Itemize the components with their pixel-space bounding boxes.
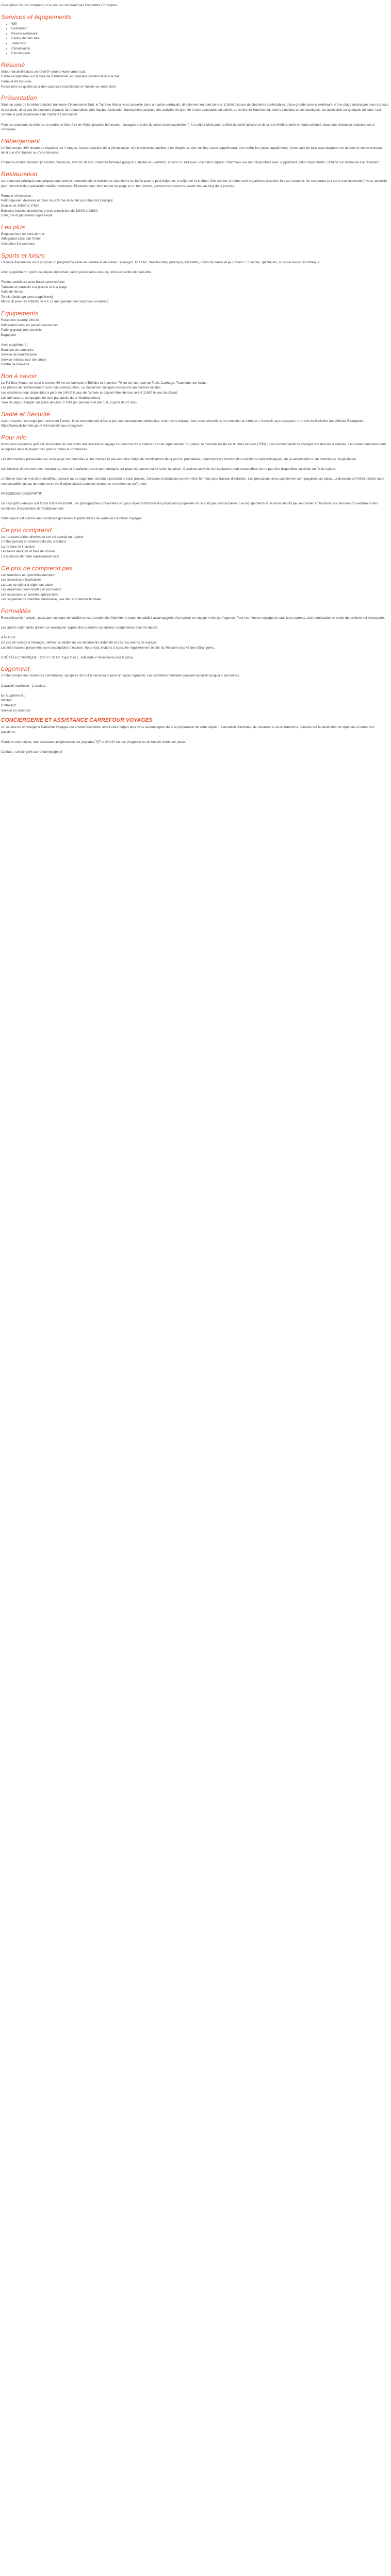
les-plus-title: Les plus (1, 223, 25, 231)
sports-paragraph: Avec supplément : sports nautiques motorisés (selon prestataires locaux), soins au centre de bien-être. (1, 270, 152, 274)
ce-prix-ne-comprend-pas-line: Les excursions et activités optionnelles (1, 592, 58, 597)
a-noter-line: Les informations présentées sont susceptibles d'évoluer. Nous vous invitons à consulter régulièrement le site du Ministère des Affaires Étrangères. (1, 646, 215, 650)
services-item: • Centre de bien être (11, 36, 390, 41)
sports-list (1, 280, 390, 304)
bon-savoir-line: Les chambres sont disponibles à partir de 14h00 le jour de l'arrivée et doivent être libérées avant 12h00 le jour du départ. (1, 391, 178, 395)
sports-list-item: Salle de fitness (1, 290, 24, 294)
les-plus-text (1, 232, 390, 247)
equipements-line: Parking gratuit non surveillé (1, 328, 42, 332)
presentation-paragraph: Situé au cœur de la célèbre station balnéaire d'Hammamet Sud, le Tui Blue Manar vous accueille dans un cadre verdoyant, directement en bord de mer. L'hôtel dispose de chambres confortables, d'une grande piscine extérieure, d'une plage aménagée avec transats et parasols, ainsi que de plusieurs espaces de restauration. Une équipe d'animation francophone propose des activités en journée et des spectacles en soirée. Le centre de Hammamet, avec sa médina et ses boutiques, est accessible en quelques minutes, tout comme le port de plaisance de Yasmine Hammamet. (1, 103, 388, 117)
formalites-title: Formalités (1, 607, 31, 615)
hebergement-paragraph: L'hôtel compte 300 chambres réparties sur 4 étages, toutes équipées de la climatisation, d'une télévision satellite, d'un téléphone, d'un minibar (avec supplément), d'un coffre-fort (avec supplément), d'une salle de bain avec baignoire ou douche et sèche-cheveux, ainsi que d'un balcon ou d'une terrasse. (1, 146, 384, 155)
logement-paragraph: L'hôtel compte des chambres confortables, équipées de tout le nécessaire pour un séjour agréable. Les chambres familiales peuvent accueillir jusqu'à 4 personnes. (1, 674, 240, 678)
logement-paragraph: Capacité maximale : 2 adultes. (1, 684, 46, 688)
description-text: Description Ce prix comprend / Ce prix ne comprend pas Formalités Consignes (1, 4, 117, 7)
equipements-line: Réception ouverte 24h/24 (1, 318, 39, 322)
equipements-line: Bagagerie (1, 333, 17, 337)
equipements-supplement-item: Service de blanchisserie (1, 353, 37, 357)
equipements-supplement-item: Service médical (sur demande) (1, 358, 47, 362)
pour-info-paragraph: Nous vous rappelons qu'il est nécessaire de contracter une assurance voyage couvrant les frais médicaux et de rapatriement. Sur place, la monnaie locale est le dinar tunisien (TND) ; il est recommandé de changer vos devises à l'arrivée. Les cartes bancaires sont acceptées dans la plupart des grands hôtels et commerces. (1, 443, 386, 451)
ce-prix-comprend-line: Les taxes aéroport et frais de dossier (1, 550, 56, 554)
restauration-list-title: Formule All inclusive : (1, 194, 33, 198)
bon-savoir-line: Les animaux de compagnie ne sont pas admis dans l'établissement. (1, 396, 101, 400)
ce-prix-comprend-line: L'assistance de notre représentant local (1, 554, 59, 558)
bon-savoir-line: Le Tui Blue Manar est situé à environ 60 km de l'aéroport d'Enfidha et à environ 70 km de l'aéroport de Tunis-Carthage. Transferts non inclus. (1, 381, 208, 385)
restauration-list-item: Café, thé et pâtisseries l'après-midi (1, 214, 53, 218)
conciergerie-title: CONCIERGERIE ET ASSISTANCE CARREFOUR VOYAGES (1, 717, 153, 723)
restauration-list-item: Snacks de 10h00 à 17h00 (1, 204, 40, 208)
presentation-paragraph: Pour les amateurs de détente, le centre de bien-être de l'hôtel propose hammam, massages et soins du corps (avec supplément). Un séjour idéal pour profiter du soleil tunisien et de la mer Méditerranée en toute sérénité, dans une ambiance chaleureuse et conviviale. (1, 123, 375, 132)
services-list (1, 22, 390, 56)
logement-equipment-item: Service en chambre (1, 708, 30, 713)
bon-savoir-line: Taxe de séjour à régler sur place (environ 3 TND par personne et par nuit, à partir de 12 ans). (1, 401, 138, 405)
equipements-title: Equipements (1, 309, 39, 317)
resume-title: Résumé (1, 61, 25, 69)
bon-savoir-text (1, 381, 390, 405)
resume-text (1, 70, 390, 89)
ce-prix-ne-comprend-pas-line: Les assurances facultatives (1, 578, 42, 582)
ce-prix-comprend-line: La formule All inclusive (1, 545, 35, 549)
ce-prix-ne-comprend-pas-line: Les transferts aéroport/hôtel/aéroport (1, 573, 56, 577)
precisions-title: PRÉCISIONS DESCRIPTIF (1, 492, 42, 496)
formalites-paragraph: Les autres nationalités doivent se renseigner auprès des autorités consulaires compétentes avant le départ. (1, 626, 158, 630)
conciergerie-contact (1, 750, 390, 755)
sports-list-item: Piscine extérieure avec bassin pour enfants (1, 280, 65, 284)
equipements-supplement-title: Avec supplément : (1, 343, 28, 347)
les-plus-line: Emplacement en bord de mer (1, 232, 45, 236)
conciergerie-contact-link[interactable]: Contact : conciergerie.carrefourvoyages.fr (1, 750, 62, 754)
resume-line: Prestations de qualité pour des vacances inoubliables en famille ou entre amis. (1, 84, 117, 89)
ce-prix-comprend-line: Le transport aérien aller/retour sur vol spécial ou régulier (1, 535, 84, 539)
restauration-list-item: Boissons locales alcoolisées et non alcoolisées de 10h00 à 23h00 (1, 209, 98, 213)
resume-line: Formule All inclusive. (1, 79, 32, 83)
pour-info-title: Pour info (1, 434, 27, 442)
sante-paragraph: Aucun vaccin n'est exigé pour entrer en Tunisie. Il est recommandé d'être à jour des vaccinations habituelles. Avant votre départ, nous vous conseillons de consulter la rubrique « Conseils aux voyageurs » du site du Ministère des Affaires Étrangères : https://www.diplomatie.gouv.fr/fr/conseils-aux-voyageurs (1, 419, 365, 428)
equipements-supplement-item: Centre de bien-être (1, 363, 30, 367)
ce-prix-comprend-text (1, 535, 390, 560)
les-plus-line: Wifi gratuit dans tout l'hôtel (1, 237, 41, 241)
services-item: • Restaurant (11, 26, 390, 31)
logement-equipment (1, 693, 390, 713)
equipements-line: Wifi gratuit dans les parties communes (1, 323, 58, 327)
sante-title: Santé et Sécurité (1, 410, 51, 418)
cout-electronique: COÛT ÉLECTRONIQUE : 230 V / 50 Hz. Type C et E. Adaptateur nécessaire pour la prise. (1, 655, 134, 659)
bon-savoir-line: Les photos de l'établissement sont non contractuelles. Le classement indiqué correspond aux normes locales. (1, 386, 161, 390)
ce-prix-comprend-title: Ce prix comprend (1, 526, 52, 534)
ce-prix-ne-comprend-pas-line: Les suppléments chambre individuelle, vue mer et chambre familiale (1, 598, 101, 602)
les-plus-line: Animation francophone (1, 242, 35, 246)
sports-list-item: Mini-club pour les enfants de 4 à 12 ans (pendant les vacances scolaires) (1, 300, 109, 304)
hebergement-title: Hébergement (1, 137, 40, 145)
bon-savoir-title: Bon à savoir (1, 372, 37, 380)
precisions-paragraph: Votre séjour est soumis aux conditions générales et particulières de vente de Carrefour Voyages. (1, 516, 143, 520)
conciergerie-paragraph: Un service de conciergerie Carrefour Voyages est à votre disposition avant votre départ pour vous accompagner dans la préparation de votre séjour : réservation d'activités, de restaurants ou de transferts, conseils sur la destination et réponses à toutes vos questions. (1, 725, 374, 734)
services-item: • Télévision (11, 41, 390, 46)
pour-info-paragraph: L'hôtel se réserve le droit de modifier, d'ajouter ou de supprimer certaines prestations sans préavis. Certaines installations peuvent être fermées pour travaux d'entretien. Les prestations avec supplément sont payables sur place. La direction de l'hôtel décline toute responsabilité en cas de perte ou de vol d'objets laissés dans les chambres en dehors du coffre-fort. (1, 477, 385, 486)
sports-paragraph: L'équipe d'animation vous propose un programme varié en journée et en soirée : aquagym, tir à l'arc, beach-volley, pétanque, fléchettes, cours de danse et jeux divers. En soirée, spectacles, musique live et discothèque. (1, 260, 320, 264)
a-noter-line: En cas de voyage à l'étranger, vérifiez la validité de vos documents d'identité et des documents de voyage. (1, 641, 157, 645)
formalites-paragraph: Ressortissants français : passeport en cours de validité ou carte nationale d'identité en cours de validité accompagnée d'un carnet de voyage remis par l'agence. Pour les mineurs voyageant sans leurs parents, une autorisation de sortie du territoire est nécessaire. (1, 616, 385, 620)
presentation-title: Présentation (1, 94, 37, 102)
a-noter-title: A NOTER (1, 636, 16, 640)
logement-equipment-item: Minibar (1, 699, 12, 703)
ce-prix-ne-comprend-pas-line: Les dépenses personnelles et pourboires (1, 588, 61, 592)
sports-list-item: Tennis (éclairage avec supplément) (1, 295, 53, 299)
resume-line: Cadre exceptionnel sur la baie de Hammamet, en première position face à la mer. (1, 75, 121, 79)
ce-prix-ne-comprend-pas-title: Ce prix ne comprend pas (1, 564, 73, 572)
sports-title: Sports et loisirs (1, 251, 45, 259)
precisions-paragraph: Le descriptif ci-dessus est fourni à titre informatif. Les photographies présentées ont pour objectif d'illustrer les prestations proposées et ne sont pas contractuelles. Les équipements et services décrits peuvent varier en fonction des périodes d'ouverture et des conditions d'exploitation de l'établissement. (1, 502, 378, 511)
services-title: Services et équipements (1, 13, 71, 21)
services-item: • Wifi (11, 22, 390, 27)
sports-list-item: Transats et parasols à la piscine et à la plage (1, 285, 68, 289)
restauration-list-item: Petit-déjeuner, déjeuner et dîner sous forme de buffet au restaurant principal (1, 199, 113, 203)
restauration-list (1, 194, 390, 218)
ce-prix-comprend-line: L'hébergement en chambre double standard (1, 540, 66, 544)
page-content (0, 3, 391, 770)
pour-info-paragraph: Les horaires d'ouverture des restaurants, bars et installations sont communiqués sur place et peuvent varier selon la saison. Certaines activités et installations sont susceptibles de ne pas être disponibles en début ou fin de saison. (1, 467, 336, 471)
resume-line: Séjour ensoleillé dans un hôtel 5* situé à Hammamet sud. (1, 70, 86, 74)
services-item: • Conciergerie (11, 51, 390, 56)
logement-title: Logement (1, 665, 30, 673)
a-noter-block (1, 635, 390, 650)
ce-prix-ne-comprend-pas-line: La taxe de séjour à régler sur place (1, 583, 53, 587)
conciergerie-paragraph: Pendant votre séjour, une assistance téléphonique est joignable 7j/7 et 24h/24 en cas d'urgence ou de besoin d'aide sur place. (1, 740, 186, 744)
restauration-paragraph: Le restaurant principal vous propose une cuisine internationale et tunisienne sous forme de buffet pour le petit-déjeuner, le déjeuner et le dîner. Des soirées à thème sont organisées plusieurs fois par semaine. Un restaurant à la carte (sur réservation) vous accueille pour découvrir des spécialités méditerranéennes. Plusieurs bars, dont un bar de plage et un bar piscine, servent des boissons locales tout au long de la journée. (1, 179, 387, 188)
services-item: • Piscine extérieure (11, 31, 390, 37)
ce-prix-ne-comprend-pas-text (1, 573, 390, 603)
logement-equipment-item: Coffre-fort (1, 703, 16, 707)
services-item: • Climatisation (11, 46, 390, 52)
equipements-text (1, 318, 390, 337)
logement-equipment-title: En supplément : (1, 693, 25, 698)
equipements-supplement-item: Boutique de souvenirs (1, 348, 34, 352)
hebergement-paragraph: Chambre double standard (2 adultes maximum, environ 28 m²). Chambre familiale (jusqu'à 2 adultes et 2 enfants, environ 35 m²) avec coin salon séparé. Chambres vue mer disponibles avec supplément, selon disponibilité. Lit bébé sur demande à la réception. (1, 161, 380, 165)
restauration-title: Restauration (1, 171, 38, 178)
pour-info-paragraph: Les informations présentées sur cette page sont données à titre indicatif et peuvent faire l'objet de modifications de la part du prestataire, notamment en fonction des conditions météorologiques, de la saisonnalité ou de contraintes d'exploitation. (1, 457, 357, 461)
equipements-supplement (1, 343, 390, 367)
